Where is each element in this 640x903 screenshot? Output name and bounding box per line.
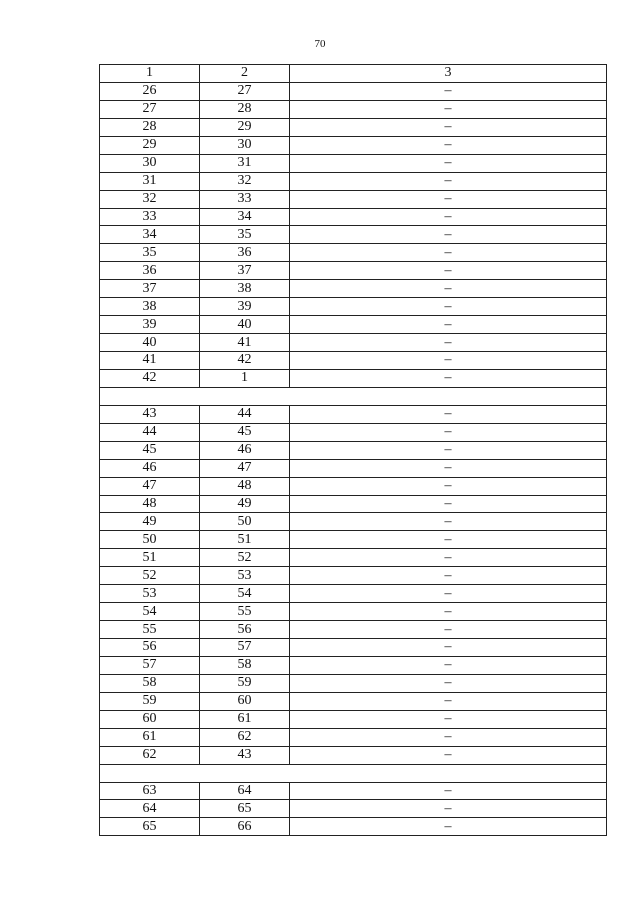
table-cell-col-3: – <box>290 208 607 226</box>
table-cell-col-2: 43 <box>200 746 290 764</box>
table-row <box>100 280 607 298</box>
table-cell-col-3: – <box>290 639 607 657</box>
table-cell-col-3: – <box>290 423 607 441</box>
table-cell-col-2: 35 <box>200 226 290 244</box>
table-cell-col-3: – <box>290 334 607 352</box>
table-cell-col-2: 61 <box>200 710 290 728</box>
table-cell-col-1: 30 <box>100 154 200 172</box>
table-row <box>100 656 607 674</box>
table-cell-col-2: 51 <box>200 531 290 549</box>
table-cell-col-3: – <box>290 154 607 172</box>
table-cell-col-1: 65 <box>100 818 200 836</box>
table-cell-col-3: – <box>290 280 607 298</box>
table-cell-col-2: 42 <box>200 352 290 370</box>
table-row <box>100 136 607 154</box>
table-cell-col-3: – <box>290 800 607 818</box>
table-row <box>100 585 607 603</box>
table-cell-col-2: 36 <box>200 244 290 262</box>
table-row <box>100 262 607 280</box>
table-row <box>100 405 607 423</box>
table-cell-col-1: 31 <box>100 172 200 190</box>
table-cell-col-3: – <box>290 710 607 728</box>
column-header-3: 3 <box>290 65 607 83</box>
table-cell-col-2: 47 <box>200 459 290 477</box>
table-cell-col-3: – <box>290 746 607 764</box>
table-cell-col-3: – <box>290 369 607 387</box>
table-row <box>100 118 607 136</box>
table-row <box>100 352 607 370</box>
table-cell-col-3: – <box>290 136 607 154</box>
table-cell-col-1: 28 <box>100 118 200 136</box>
table-cell-col-3: – <box>290 531 607 549</box>
table-row <box>100 728 607 746</box>
table-cell-col-1: 32 <box>100 190 200 208</box>
table-cell-col-3: – <box>290 549 607 567</box>
table-row <box>100 190 607 208</box>
table-cell-col-2: 48 <box>200 477 290 495</box>
table-cell-col-1: 55 <box>100 621 200 639</box>
table-cell-col-2: 45 <box>200 423 290 441</box>
table-cell-col-1: 54 <box>100 603 200 621</box>
column-header-2: 2 <box>200 65 290 83</box>
table-row <box>100 567 607 585</box>
table-row <box>100 100 607 118</box>
table-cell-col-3: – <box>290 585 607 603</box>
table-row <box>100 495 607 513</box>
table-cell-col-3: – <box>290 728 607 746</box>
table-row <box>100 603 607 621</box>
table-cell-col-2: 44 <box>200 405 290 423</box>
table-cell-col-2: 32 <box>200 172 290 190</box>
table-cell-col-3: – <box>290 692 607 710</box>
table-cell-col-3: – <box>290 352 607 370</box>
table-row <box>100 513 607 531</box>
table-row <box>100 674 607 692</box>
table-row <box>100 818 607 836</box>
group-separator-row <box>100 764 607 782</box>
table-cell-col-1: 58 <box>100 674 200 692</box>
table-cell-col-1: 26 <box>100 82 200 100</box>
table-row <box>100 800 607 818</box>
table-cell-col-1: 33 <box>100 208 200 226</box>
table-cell-col-1: 49 <box>100 513 200 531</box>
table-row <box>100 316 607 334</box>
table-cell-col-2: 31 <box>200 154 290 172</box>
table-cell-col-1: 43 <box>100 405 200 423</box>
table-row <box>100 621 607 639</box>
table-cell-col-3: – <box>290 190 607 208</box>
table-row <box>100 82 607 100</box>
table-row <box>100 369 607 387</box>
table-cell-col-2: 37 <box>200 262 290 280</box>
table-cell-col-2: 33 <box>200 190 290 208</box>
table-row <box>100 746 607 764</box>
table-cell-col-2: 30 <box>200 136 290 154</box>
page-number: 70 <box>314 38 326 50</box>
table-cell-col-1: 38 <box>100 298 200 316</box>
table-row <box>100 244 607 262</box>
table-row <box>100 782 607 800</box>
table-cell-col-3: – <box>290 459 607 477</box>
table-cell-col-2: 50 <box>200 513 290 531</box>
table-cell-col-2: 40 <box>200 316 290 334</box>
table-cell-col-2: 1 <box>200 369 290 387</box>
table-cell-col-1: 61 <box>100 728 200 746</box>
table-cell-col-2: 55 <box>200 603 290 621</box>
table-row <box>100 298 607 316</box>
table-cell-col-2: 27 <box>200 82 290 100</box>
table-cell-col-2: 28 <box>200 100 290 118</box>
table-cell-col-1: 45 <box>100 441 200 459</box>
table-cell-col-1: 59 <box>100 692 200 710</box>
table-cell-col-1: 36 <box>100 262 200 280</box>
table-row <box>100 226 607 244</box>
table-cell-col-1: 39 <box>100 316 200 334</box>
table-cell-col-1: 63 <box>100 782 200 800</box>
table-cell-col-3: – <box>290 495 607 513</box>
table-cell-col-1: 27 <box>100 100 200 118</box>
table-cell-col-3: – <box>290 782 607 800</box>
group-separator-cell <box>100 387 607 405</box>
table-cell-col-2: 53 <box>200 567 290 585</box>
column-header-1: 1 <box>100 65 200 83</box>
table-row <box>100 172 607 190</box>
table-cell-col-2: 58 <box>200 656 290 674</box>
table-cell-col-3: – <box>290 656 607 674</box>
table-row <box>100 477 607 495</box>
table-cell-col-2: 59 <box>200 674 290 692</box>
table-cell-col-3: – <box>290 477 607 495</box>
table-cell-col-1: 37 <box>100 280 200 298</box>
table-cell-col-1: 53 <box>100 585 200 603</box>
table-cell-col-2: 52 <box>200 549 290 567</box>
table-cell-col-3: – <box>290 513 607 531</box>
table-cell-col-2: 41 <box>200 334 290 352</box>
table-cell-col-1: 62 <box>100 746 200 764</box>
table-cell-col-3: – <box>290 226 607 244</box>
table-cell-col-1: 50 <box>100 531 200 549</box>
table-cell-col-1: 56 <box>100 639 200 657</box>
table-cell-col-3: – <box>290 172 607 190</box>
table-cell-col-3: – <box>290 118 607 136</box>
table-row <box>100 710 607 728</box>
table-cell-col-1: 34 <box>100 226 200 244</box>
table-cell-col-3: – <box>290 621 607 639</box>
table-cell-col-1: 40 <box>100 334 200 352</box>
table-cell-col-1: 64 <box>100 800 200 818</box>
table-body <box>100 65 607 836</box>
table-cell-col-2: 34 <box>200 208 290 226</box>
group-separator-row <box>100 387 607 405</box>
table-header-row <box>100 65 607 83</box>
table-cell-col-3: – <box>290 244 607 262</box>
table-row <box>100 692 607 710</box>
table-cell-col-2: 46 <box>200 441 290 459</box>
table-cell-col-3: – <box>290 441 607 459</box>
table-cell-col-2: 49 <box>200 495 290 513</box>
table-cell-col-1: 41 <box>100 352 200 370</box>
table-cell-col-2: 29 <box>200 118 290 136</box>
table-cell-col-1: 52 <box>100 567 200 585</box>
table-cell-col-3: – <box>290 298 607 316</box>
table-row <box>100 208 607 226</box>
table-cell-col-3: – <box>290 603 607 621</box>
table-cell-col-2: 39 <box>200 298 290 316</box>
table-row <box>100 154 607 172</box>
table-cell-col-2: 65 <box>200 800 290 818</box>
table-cell-col-1: 47 <box>100 477 200 495</box>
table-cell-col-3: – <box>290 567 607 585</box>
table-cell-col-2: 56 <box>200 621 290 639</box>
table-cell-col-1: 35 <box>100 244 200 262</box>
table-row <box>100 531 607 549</box>
table-row <box>100 334 607 352</box>
table-cell-col-2: 64 <box>200 782 290 800</box>
table-row <box>100 441 607 459</box>
table-cell-col-3: – <box>290 100 607 118</box>
table-cell-col-1: 42 <box>100 369 200 387</box>
table-cell-col-2: 57 <box>200 639 290 657</box>
table-cell-col-3: – <box>290 674 607 692</box>
table-cell-col-1: 57 <box>100 656 200 674</box>
table-cell-col-3: – <box>290 405 607 423</box>
data-table <box>99 64 607 836</box>
table-cell-col-3: – <box>290 818 607 836</box>
table-cell-col-3: – <box>290 82 607 100</box>
table-row <box>100 639 607 657</box>
table-row <box>100 549 607 567</box>
table-cell-col-2: 54 <box>200 585 290 603</box>
table-cell-col-3: – <box>290 262 607 280</box>
table-cell-col-3: – <box>290 316 607 334</box>
table-cell-col-2: 60 <box>200 692 290 710</box>
table-cell-col-1: 29 <box>100 136 200 154</box>
table-cell-col-2: 38 <box>200 280 290 298</box>
table-cell-col-2: 62 <box>200 728 290 746</box>
table-cell-col-2: 66 <box>200 818 290 836</box>
table-cell-col-1: 44 <box>100 423 200 441</box>
group-separator-cell <box>100 764 607 782</box>
table-cell-col-1: 60 <box>100 710 200 728</box>
table-cell-col-1: 51 <box>100 549 200 567</box>
table-row <box>100 423 607 441</box>
table-row <box>100 459 607 477</box>
table-cell-col-1: 48 <box>100 495 200 513</box>
table-cell-col-1: 46 <box>100 459 200 477</box>
